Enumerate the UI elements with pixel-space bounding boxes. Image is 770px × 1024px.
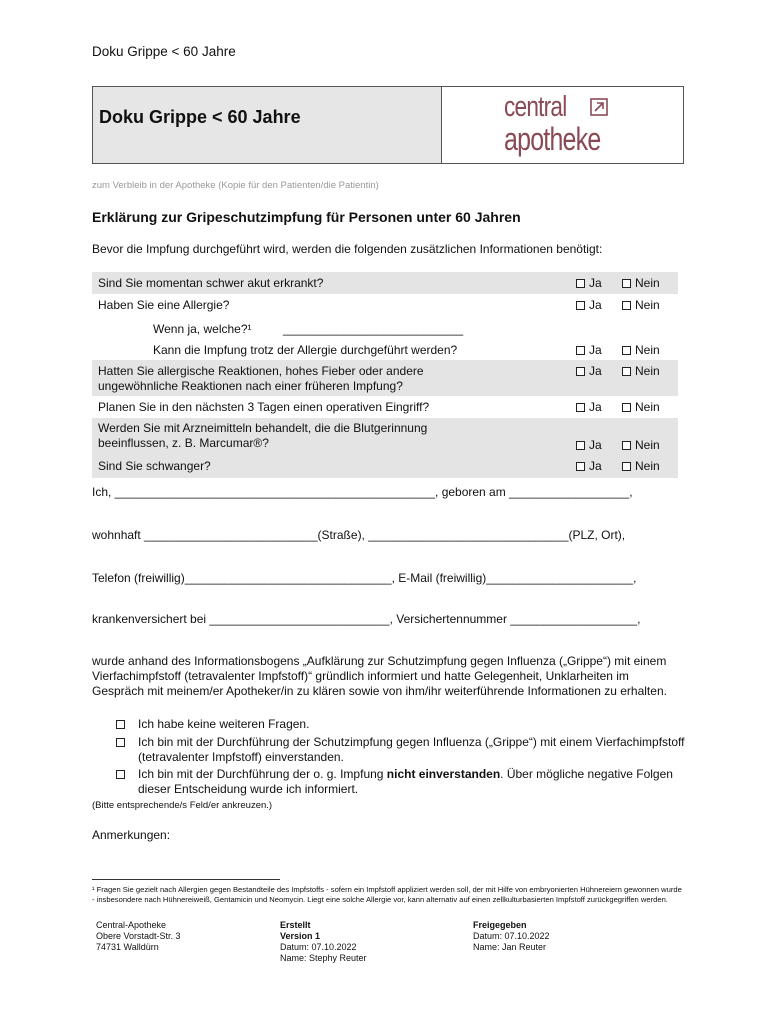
running-header: Doku Grippe < 60 Jahre [92, 44, 236, 59]
question-row [92, 338, 678, 360]
option-yes[interactable]: Ja [576, 343, 602, 357]
checkbox-icon[interactable] [116, 738, 125, 747]
checkbox-icon[interactable] [576, 441, 585, 450]
footer-address: Central-Apotheke Obere Vorstadt-Str. 3 74731 Walldürn [96, 920, 181, 952]
option-no[interactable]: Nein [622, 276, 660, 290]
name-birthdate-line[interactable]: Ich, ________________________________________________, geboren am __________________, [92, 485, 633, 499]
option-yes[interactable]: Ja [576, 276, 602, 290]
checkbox-icon[interactable] [622, 403, 631, 412]
question-row [92, 294, 678, 316]
checkbox-icon[interactable] [622, 279, 631, 288]
checkbox-icon[interactable] [116, 720, 125, 729]
question-row [92, 396, 678, 418]
retention-note: zum Verbleib in der Apotheke (Kopie für den Patienten/die Patientin) [92, 180, 379, 191]
address-line[interactable]: wohnhaft __________________________(Straße), ______________________________(PLZ, Ort), [92, 528, 626, 542]
check-label: Ich bin mit der Durchführung der Schutzimpfung gegen Influenza („Grippe“) mit einem Vierfachimpfstoff (tetravalenter Impfstoff) einverstanden. [138, 735, 685, 764]
question-text: Planen Sie in den nächsten 3 Tagen einen operativen Eingriff? [98, 400, 430, 414]
question-row [92, 272, 678, 294]
question-row [92, 316, 678, 338]
logo-line2: apotheke [504, 121, 601, 157]
checkbox-icon[interactable] [576, 462, 585, 471]
option-no[interactable]: Nein [622, 438, 660, 452]
option-yes[interactable]: Ja [576, 400, 602, 414]
logo-line1: central [504, 91, 567, 123]
checkbox-icon[interactable] [622, 346, 631, 355]
check-disagree[interactable] [116, 767, 682, 799]
question-text: Hatten Sie allergische Reaktionen, hohes Fieber oder andere ungewöhnliche Reaktionen nach einer früheren Impfung? [98, 364, 424, 393]
intro-text: Bevor die Impfung durchgeführt wird, werden die folgenden zusätzlichen Informationen benötigt: [92, 242, 603, 256]
option-no[interactable]: Nein [622, 343, 660, 357]
central-apotheke-logo [504, 92, 620, 160]
question-text: Werden Sie mit Arzneimitteln behandelt, die die Blutgerinnung beeinflussen, z. B. Marcumar®? [98, 421, 428, 450]
option-no[interactable]: Nein [622, 400, 660, 414]
form-heading: Erklärung zur Gripeschutzimpfung für Personen unter 60 Jahren [92, 209, 521, 225]
option-no[interactable]: Nein [622, 459, 660, 473]
check-label: Ich habe keine weiteren Fragen. [138, 717, 310, 731]
option-no[interactable]: Nein [622, 364, 660, 378]
allergy-input-line[interactable]: ___________________________ [283, 322, 464, 336]
footer-approved: Freigegeben Datum: 07.10.2022 Name: Jan Reuter [473, 920, 550, 952]
pharmacy-arrow-icon [590, 98, 608, 116]
footnote-rule [92, 879, 280, 880]
checkbox-icon[interactable] [576, 367, 585, 376]
checkbox-icon[interactable] [576, 346, 585, 355]
check-agree[interactable] [116, 735, 685, 767]
option-yes[interactable]: Ja [576, 364, 602, 378]
question-row [92, 360, 678, 396]
question-text: Sind Sie schwanger? [98, 459, 211, 473]
contact-line[interactable]: Telefon (freiwillig)_______________________________, E-Mail (freiwillig)______________________, [92, 571, 637, 585]
option-yes[interactable]: Ja [576, 459, 602, 473]
checkbox-icon[interactable] [576, 279, 585, 288]
checkbox-icon[interactable] [622, 301, 631, 310]
question-text: Sind Sie momentan schwer akut erkrankt? [98, 276, 324, 290]
declaration-text: wurde anhand des Informationsbogens „Aufklärung zur Schutzimpfung gegen Influenza („Grippe“) mit einem Vierfachimpfstoff (tetravalenter Impfstoff)“ gründlich informiert und hatte Gelegenheit, Unklarheiten im Gespräch mit meinem/er Apotheker/in zu klären sowie von ihm/ihr weiterführende Informationen zu erhalten. [92, 654, 667, 698]
question-text: Kann die Impfung trotz der Allergie durchgeführt werden? [153, 343, 458, 357]
check-no-questions[interactable] [116, 717, 682, 733]
checkbox-icon[interactable] [622, 462, 631, 471]
checkbox-icon[interactable] [622, 367, 631, 376]
option-no[interactable]: Nein [622, 298, 660, 312]
checkbox-icon[interactable] [576, 403, 585, 412]
checkbox-icon[interactable] [622, 441, 631, 450]
checkbox-icon[interactable] [576, 301, 585, 310]
check-hint: (Bitte entsprechende/s Feld/er ankreuzen.) [92, 800, 273, 811]
option-yes[interactable]: Ja [576, 438, 602, 452]
check-label: Ich bin mit der Durchführung der o. g. Impfung nicht einverstanden. Über mögliche negative Folgen dieser Entscheidung wurde ich informiert. [138, 767, 673, 796]
footnote: ¹ Fragen Sie gezielt nach Allergien gegen Bestandteile des Impfstoffs - sofern ein Impfstoff appliziert werden soll, der mit Hilfe von embryonierten Hühnereiern gewonnen wurde - insbesondere nach Hühnereiweiß, Gentamicin und Neomycin. Liegt eine solche Allergie vor, kann alternativ auf einen zellkulturbasierten Impfstoff zurückgegriffen werden. [92, 885, 682, 904]
header-box [92, 86, 684, 164]
question-row [92, 456, 678, 478]
logo-area [442, 87, 683, 163]
question-row [92, 418, 678, 456]
footer-created: Erstellt Version 1 Datum: 07.10.2022 Name: Stephy Reuter [280, 920, 367, 963]
checkbox-icon[interactable] [116, 770, 125, 779]
header-title: Doku Grippe < 60 Jahre [99, 107, 301, 127]
option-yes[interactable]: Ja [576, 298, 602, 312]
question-text: Haben Sie eine Allergie? [98, 298, 230, 312]
remarks-label: Anmerkungen: [92, 828, 171, 842]
insurance-line[interactable]: krankenversichert bei ___________________________, Versichertennummer ___________________, [92, 612, 641, 626]
question-text: Wenn ja, welche?¹ [153, 322, 252, 336]
